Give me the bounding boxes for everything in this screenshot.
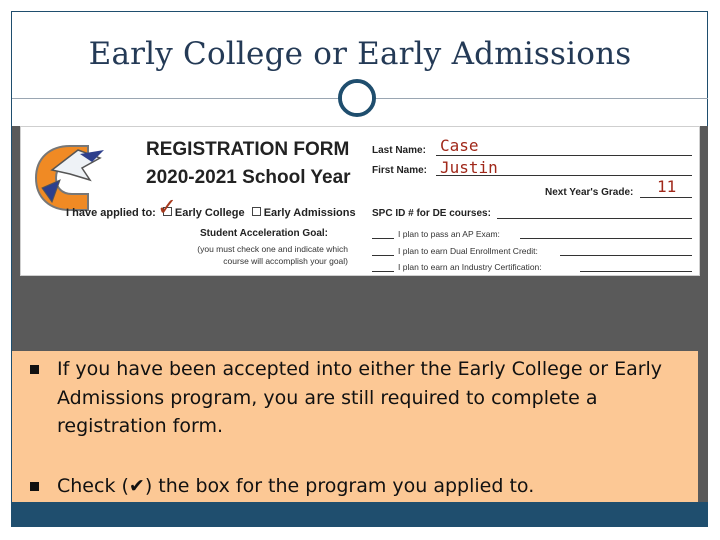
- option-early-college: Early College: [174, 207, 245, 219]
- last-name-label: Last Name:: [372, 145, 426, 156]
- bullet-square-icon: [30, 365, 39, 374]
- goal-title: Student Acceleration Goal:: [200, 228, 328, 239]
- grade-line: [640, 197, 692, 198]
- bullet-item-2: Check (✔) the box for the program you applied to.: [57, 475, 535, 497]
- form-year: 2020-2021 School Year: [146, 167, 351, 188]
- plan-line-1: [520, 238, 692, 239]
- plan-blank-3: [372, 271, 394, 272]
- bullet-square-icon: [30, 482, 39, 491]
- first-name-label: First Name:: [372, 165, 428, 176]
- option-early-admissions: Early Admissions: [263, 207, 356, 219]
- applied-to-label: I have applied to:: [66, 207, 156, 219]
- plan-item-1: I plan to pass an AP Exam:: [398, 229, 500, 239]
- last-name-value: Case: [440, 136, 479, 155]
- plan-item-2: I plan to earn Dual Enrollment Credit:: [398, 246, 538, 256]
- plan-blank-1: [372, 238, 394, 239]
- registration-form-image: [20, 126, 700, 276]
- plan-line-2: [560, 255, 692, 256]
- school-logo-icon: [30, 140, 108, 216]
- plan-blank-2: [372, 255, 394, 256]
- form-title: REGISTRATION FORM: [146, 139, 350, 160]
- plan-item-3: I plan to earn an Industry Certification:: [398, 262, 542, 272]
- handwritten-check-icon: ✓: [157, 193, 178, 221]
- first-name-value: Justin: [440, 158, 498, 177]
- goal-note: [190, 243, 348, 267]
- spc-line: [497, 218, 692, 219]
- spc-label: SPC ID # for DE courses:: [372, 208, 491, 219]
- footer-bar: [12, 502, 708, 527]
- divider-circle-inner: [342, 83, 372, 113]
- slide-title: Early College or Early Admissions: [88, 36, 632, 72]
- last-name-line: [436, 155, 692, 156]
- applied-to-row: [66, 207, 356, 219]
- checkbox-early-admissions[interactable]: [252, 207, 261, 216]
- plan-line-3: [580, 271, 692, 272]
- goal-note-line-1: (you must check one and indicate which: [197, 244, 348, 254]
- goal-note-line-2: course will accomplish your goal): [223, 256, 348, 266]
- bullet-item-1: If you have been accepted into either the Early College or Early Admissions program, you are still required to complete a registration form.: [57, 358, 663, 437]
- grade-value: 11: [657, 177, 677, 196]
- grade-label: Next Year's Grade:: [545, 187, 634, 198]
